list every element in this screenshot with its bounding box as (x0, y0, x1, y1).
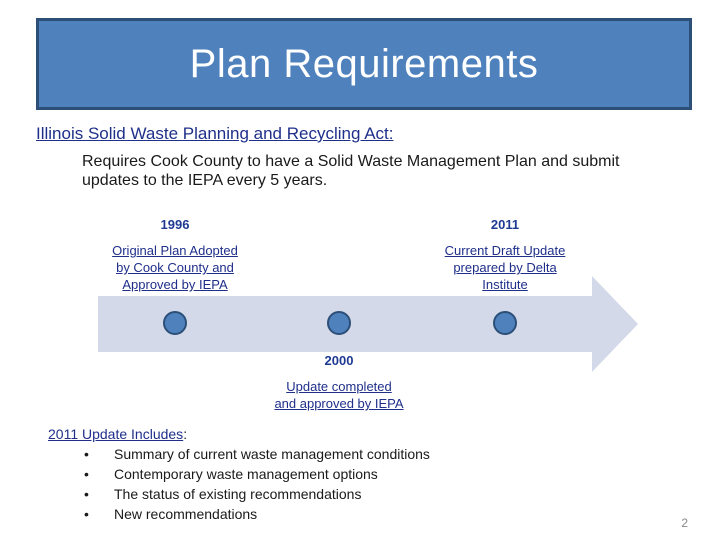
slide-title: Plan Requirements (189, 41, 539, 86)
list-item-text: Contemporary waste management options (114, 466, 378, 482)
update-heading-colon: : (183, 426, 188, 442)
milestone-description-link[interactable]: Current Draft Update prepared by Delta Institute (444, 243, 566, 292)
milestone-1996 (96, 216, 254, 293)
bullet-icon: • (84, 486, 89, 502)
milestone-2000 (266, 352, 412, 412)
bullet-icon: • (84, 446, 89, 462)
milestone-2011 (428, 216, 582, 293)
update-heading-link[interactable]: 2011 Update Includes (48, 426, 184, 442)
timeline-node-1996 (164, 312, 186, 334)
timeline-node-2000 (328, 312, 350, 334)
list-item-text: The status of existing recommendations (114, 486, 362, 502)
milestone-year: 2011 (490, 217, 520, 232)
page-number: 2 (681, 516, 688, 530)
update-list (84, 444, 430, 524)
list-item (84, 504, 430, 524)
milestone-description-link[interactable]: Original Plan Adopted by Cook County and Approved by IEPA (112, 243, 238, 292)
act-heading-link[interactable]: Illinois Solid Waste Planning and Recycling Act: (36, 124, 394, 143)
bullet-icon: • (84, 506, 89, 522)
list-item (84, 484, 430, 504)
list-item-text: Summary of current waste management conditions (114, 446, 430, 462)
bullet-icon: • (84, 466, 89, 482)
list-item (84, 464, 430, 484)
timeline-node-2011 (494, 312, 516, 334)
list-item-text: New recommendations (114, 506, 258, 522)
milestone-year: 2000 (324, 353, 354, 368)
milestone-description-link[interactable]: Update completed and approved by IEPA (274, 379, 404, 411)
milestone-year: 1996 (160, 217, 190, 232)
requirement-text: Requires Cook County to have a Solid Waste Management Plan and submit updates to the IEPA every 5 years. (82, 153, 620, 189)
update-heading (48, 426, 187, 442)
list-item (84, 444, 430, 464)
